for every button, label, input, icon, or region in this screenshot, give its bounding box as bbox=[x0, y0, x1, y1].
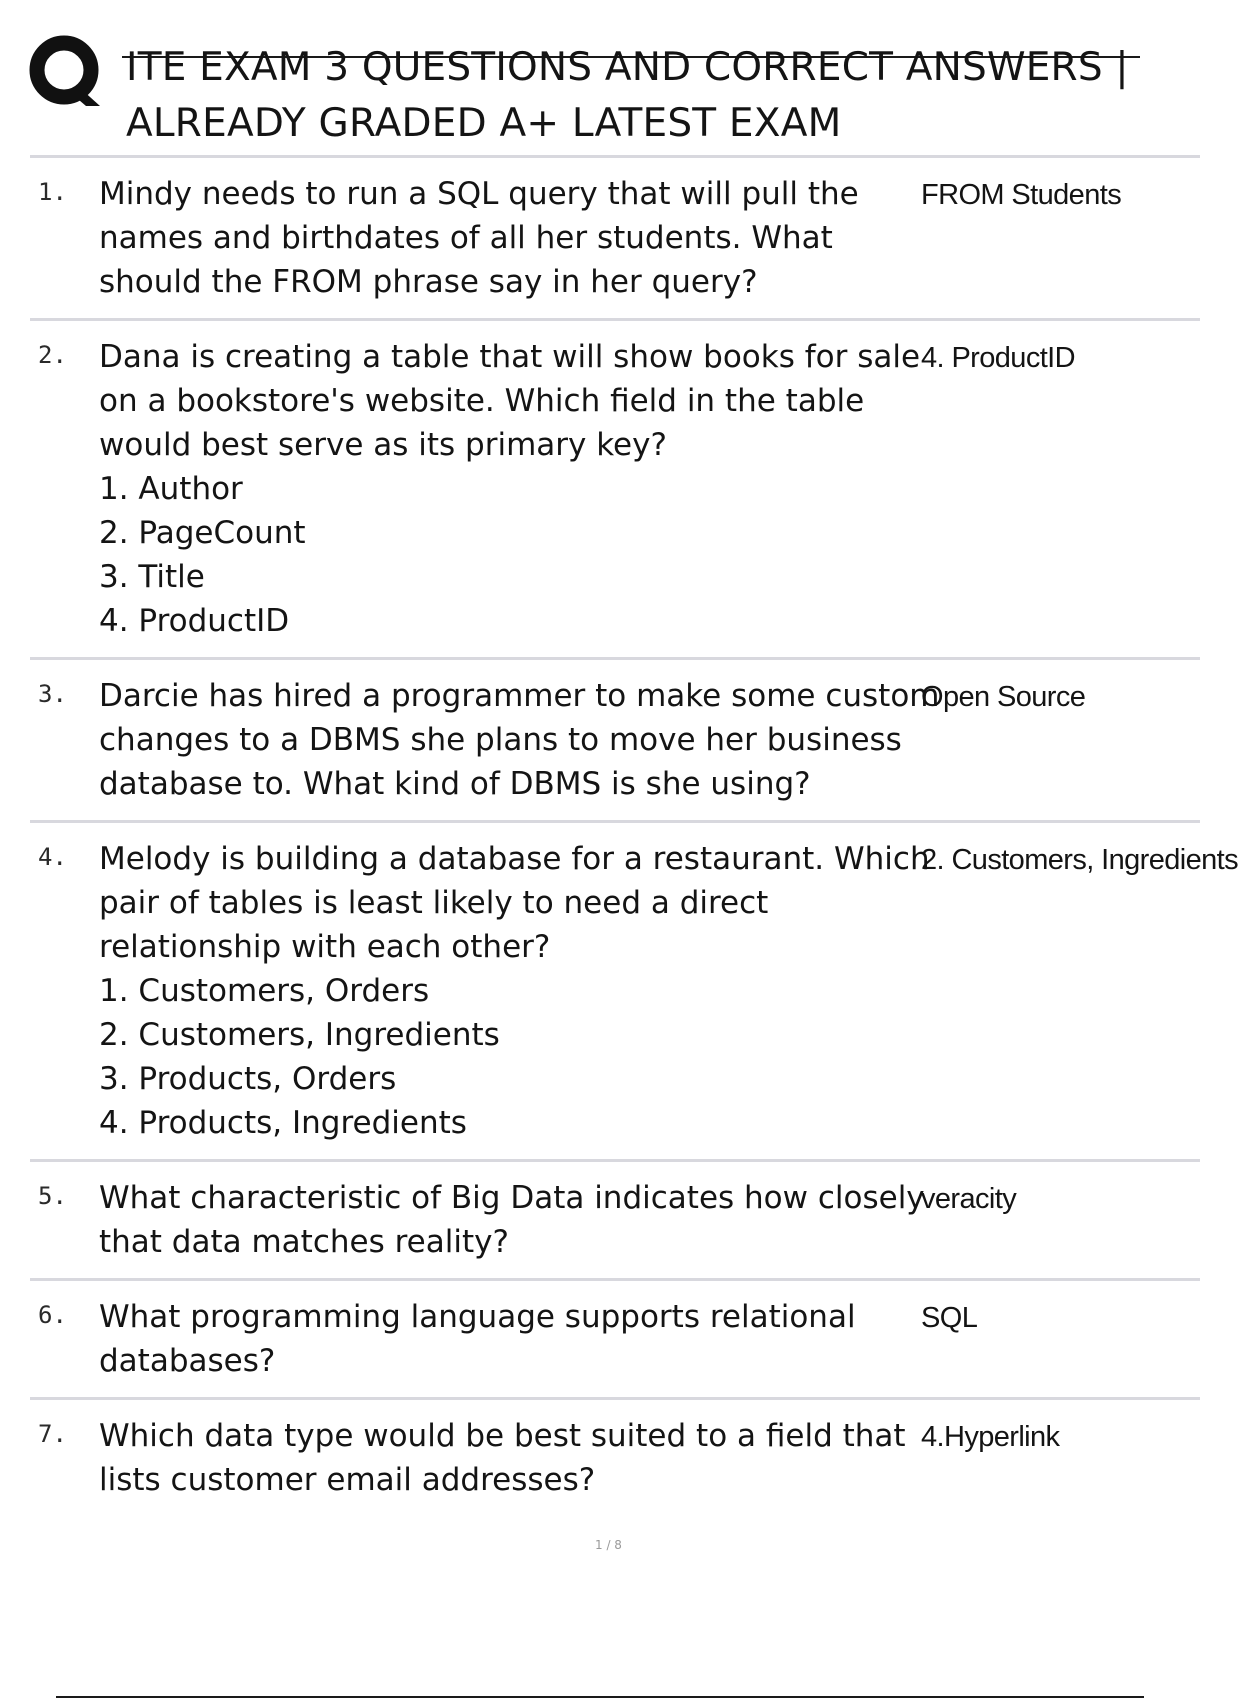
question-prompt: Mindy needs to run a SQL query that will pull the names and birthdates of all her students. What should the FROM phrase say in her query? bbox=[99, 176, 859, 300]
question-prompt: What programming language supports relational databases? bbox=[99, 1299, 856, 1379]
question-number: 6. bbox=[38, 1301, 67, 1329]
answer-option: 4. ProductID bbox=[99, 603, 290, 639]
question-text bbox=[99, 1176, 944, 1264]
q-logo-icon bbox=[28, 34, 104, 110]
document-title bbox=[126, 40, 1129, 152]
question-item-1 bbox=[30, 155, 1200, 318]
answer-text: FROM Students bbox=[921, 179, 1122, 211]
answer-option: 1. Customers, Orders bbox=[99, 973, 430, 1009]
answer-option: 3. Products, Orders bbox=[99, 1061, 397, 1097]
answer-text: 2. Customers, Ingredients bbox=[921, 844, 1238, 876]
question-number: 7. bbox=[38, 1420, 67, 1448]
answer-text: veracity bbox=[921, 1183, 1017, 1215]
question-number: 5. bbox=[38, 1182, 67, 1210]
question-text bbox=[99, 674, 944, 806]
answer-option: 2. Customers, Ingredients bbox=[99, 1017, 500, 1053]
question-item-3 bbox=[30, 657, 1200, 820]
question-item-7 bbox=[30, 1397, 1200, 1516]
question-prompt: Dana is creating a table that will show books for sale on a bookstore's website. Which field in the table would best serve as its primary key? bbox=[99, 339, 921, 463]
answer-option: 4. Products, Ingredients bbox=[99, 1105, 467, 1141]
question-text bbox=[99, 837, 944, 1145]
question-item-5 bbox=[30, 1159, 1200, 1278]
question-text bbox=[99, 1295, 944, 1383]
question-item-2 bbox=[30, 318, 1200, 657]
page-number: 1 / 8 bbox=[595, 1538, 622, 1552]
question-text bbox=[99, 335, 944, 643]
question-text bbox=[99, 1414, 944, 1502]
question-item-4 bbox=[30, 820, 1238, 1159]
question-prompt: Darcie has hired a programmer to make some custom changes to a DBMS she plans to move her business database to. What kind of DBMS is she using? bbox=[99, 678, 940, 802]
question-prompt: Melody is building a database for a restaurant. Which pair of tables is least likely to need a direct relationship with each other? bbox=[99, 841, 930, 965]
answer-option: 2. PageCount bbox=[99, 515, 306, 551]
question-number: 2. bbox=[38, 341, 67, 369]
bottom-rule bbox=[56, 1696, 1144, 1698]
question-list bbox=[30, 155, 1238, 1516]
question-number: 1. bbox=[38, 178, 67, 206]
question-prompt: What characteristic of Big Data indicates how closely that data matches reality? bbox=[99, 1180, 925, 1260]
question-item-6 bbox=[30, 1278, 1200, 1397]
answer-option: 1. Author bbox=[99, 471, 243, 507]
answer-text: 4.Hyperlink bbox=[921, 1421, 1060, 1453]
title-line-2: ALREADY GRADED A+ LATEST EXAM bbox=[126, 101, 842, 146]
answer-text: Open Source bbox=[921, 681, 1086, 713]
question-number: 4. bbox=[38, 843, 67, 871]
question-text bbox=[99, 172, 944, 304]
question-number: 3. bbox=[38, 680, 67, 708]
title-line-1: ITE EXAM 3 QUESTIONS AND CORRECT ANSWERS | bbox=[126, 45, 1129, 90]
answer-option: 3. Title bbox=[99, 559, 205, 595]
answer-text: 4. ProductID bbox=[921, 342, 1075, 374]
question-prompt: Which data type would be best suited to a field that lists customer email addresses? bbox=[99, 1418, 906, 1498]
answer-text: SQL bbox=[921, 1302, 978, 1334]
